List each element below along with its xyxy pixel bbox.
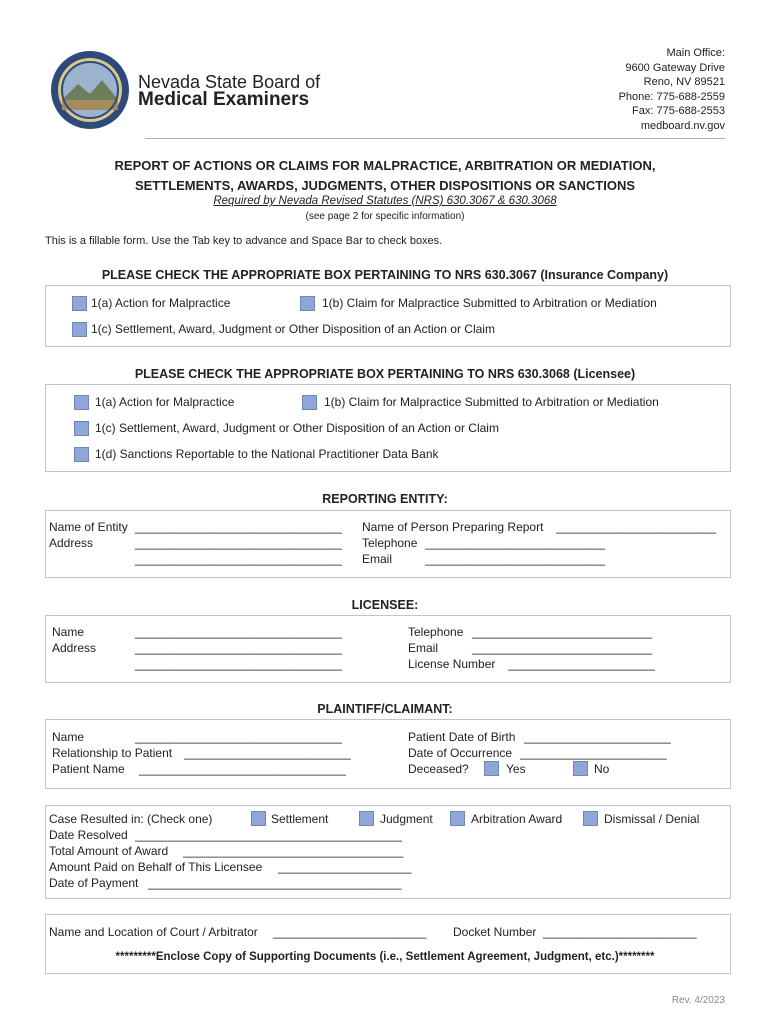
licensee-address-label: Address [52, 641, 97, 655]
licensee-1a-checkbox[interactable] [74, 395, 89, 410]
entity-telephone-label: Telephone [362, 536, 418, 550]
licensee-1d-label: 1(d) Sanctions Reportable to the National Practitioner Data Bank [95, 447, 439, 461]
preparer-name-label: Name of Person Preparing Report [362, 520, 544, 534]
revision-date: Rev. 4/2023 [671, 995, 725, 1006]
licensee-check-section-heading: PLEASE CHECK THE APPROPRIATE BOX PERTAINING TO NRS 630.3068 (Licensee) [134, 367, 636, 381]
enclose-documents-note: *********Enclose Copy of Supporting Documents (i.e., Settlement Agreement, Judgment, etc.)******** [115, 951, 655, 963]
licensee-name-label: Name [52, 625, 85, 639]
patient-name-label: Patient Name [52, 762, 125, 776]
insurance-checkbox-panel [45, 285, 731, 347]
insurance-1c-checkbox[interactable] [72, 322, 87, 337]
form-statute-reference: Required by Nevada Revised Statutes (NRS) 630.3067 & 630.3068 [213, 195, 557, 207]
arbitration-award-label: Arbitration Award [471, 812, 563, 826]
entity-name-field[interactable]: _______________________________ [135, 520, 342, 534]
licensee-heading: LICENSEE: [351, 598, 419, 612]
settlement-checkbox[interactable] [251, 811, 266, 826]
entity-address-field-2[interactable]: _______________________________ [135, 552, 342, 566]
deceased-no-label: No [594, 762, 610, 776]
office-website: medboard.nv.gov [640, 119, 725, 132]
case-resulted-label: Case Resulted in: (Check one) [49, 812, 213, 826]
court-name-field[interactable]: _______________________ [273, 925, 427, 939]
insurance-1b-checkbox[interactable] [300, 296, 315, 311]
insurance-1c-label: 1(c) Settlement, Award, Judgment or Other Disposition of an Action or Claim [91, 322, 495, 336]
date-of-payment-label: Date of Payment [49, 876, 139, 890]
deceased-yes-checkbox[interactable] [484, 761, 499, 776]
insurance-1b-label: 1(b) Claim for Malpractice Submitted to Arbitration or Mediation [322, 296, 657, 310]
licensee-1a-label: 1(a) Action for Malpractice [95, 395, 235, 409]
amount-paid-field[interactable]: ____________________ [278, 860, 412, 874]
form-title-line2: SETTLEMENTS, AWARDS, JUDGMENTS, OTHER DISPOSITIONS OR SANCTIONS [134, 178, 636, 193]
date-of-occurrence-label: Date of Occurrence [408, 746, 513, 760]
fillable-note: This is a fillable form. Use the Tab key to advance and Space Bar to check boxes. [45, 235, 443, 247]
licensee-telephone-label: Telephone [408, 625, 464, 639]
office-phone: Phone: 775-688-2559 [618, 90, 725, 103]
date-of-payment-field[interactable]: ______________________________________ [148, 876, 402, 890]
licensee-address-field-2[interactable]: _______________________________ [135, 657, 342, 671]
licensee-1c-checkbox[interactable] [74, 421, 89, 436]
preparer-name-field[interactable]: ________________________ [556, 520, 717, 534]
relationship-label: Relationship to Patient [52, 746, 173, 760]
entity-name-label: Name of Entity [49, 520, 128, 534]
licensee-telephone-field[interactable]: ___________________________ [472, 625, 653, 639]
insurance-1a-label: 1(a) Action for Malpractice [91, 296, 231, 310]
judgment-label: Judgment [380, 812, 433, 826]
licensee-1b-label: 1(b) Claim for Malpractice Submitted to Arbitration or Mediation [324, 395, 659, 409]
license-number-label: License Number [408, 657, 496, 671]
licensee-name-field[interactable]: _______________________________ [135, 625, 342, 639]
office-city: Reno, NV 89521 [643, 76, 725, 89]
reporting-entity-heading: REPORTING ENTITY: [322, 492, 448, 506]
form-see-page-note: (see page 2 for specific information) [305, 211, 465, 222]
total-amount-field[interactable]: _________________________________ [183, 844, 404, 858]
entity-telephone-field[interactable]: ___________________________ [425, 536, 606, 550]
date-resolved-label: Date Resolved [49, 828, 128, 842]
insurance-1a-checkbox[interactable] [72, 296, 87, 311]
docket-number-label: Docket Number [453, 925, 537, 939]
license-number-field[interactable]: ______________________ [508, 657, 655, 671]
office-label: Main Office: [666, 47, 725, 59]
date-of-occurrence-field[interactable]: ______________________ [520, 746, 667, 760]
licensee-1d-checkbox[interactable] [74, 447, 89, 462]
arbitration-award-checkbox[interactable] [450, 811, 465, 826]
dismissal-checkbox[interactable] [583, 811, 598, 826]
deceased-yes-label: Yes [506, 762, 526, 776]
deceased-label: Deceased? [408, 762, 469, 776]
form-title-line1: REPORT OF ACTIONS OR CLAIMS FOR MALPRACTICE, ARBITRATION OR MEDIATION, [114, 158, 656, 173]
patient-dob-field[interactable]: ______________________ [524, 730, 671, 744]
licensee-address-field-1[interactable]: _______________________________ [135, 641, 342, 655]
licensee-1b-checkbox[interactable] [302, 395, 317, 410]
court-name-label: Name and Location of Court / Arbitrator [49, 925, 258, 939]
entity-address-field-1[interactable]: _______________________________ [135, 536, 342, 550]
plaintiff-name-label: Name [52, 730, 85, 744]
dismissal-label: Dismissal / Denial [604, 812, 700, 826]
insurance-section-heading: PLEASE CHECK THE APPROPRIATE BOX PERTAINING TO NRS 630.3067 (Insurance Company) [101, 268, 669, 282]
office-address [619, 46, 725, 134]
patient-dob-label: Patient Date of Birth [408, 730, 516, 744]
relationship-field[interactable]: _________________________ [184, 746, 351, 760]
org-name-line2: Medical Examiners [138, 89, 310, 110]
entity-email-field[interactable]: ___________________________ [425, 552, 606, 566]
court-panel [45, 914, 731, 974]
org-name-line1: Nevada State Board of [138, 72, 321, 92]
licensee-1c-label: 1(c) Settlement, Award, Judgment or Other Disposition of an Action or Claim [95, 421, 499, 435]
patient-name-field[interactable]: _______________________________ [139, 762, 346, 776]
licensee-email-field[interactable]: ___________________________ [472, 641, 653, 655]
settlement-label: Settlement [271, 812, 329, 826]
state-seal-logo [50, 50, 130, 130]
amount-paid-label: Amount Paid on Behalf of This Licensee [49, 860, 263, 874]
entity-email-label: Email [362, 552, 393, 566]
deceased-no-checkbox[interactable] [573, 761, 588, 776]
date-resolved-field[interactable]: ________________________________________ [135, 828, 402, 842]
licensee-email-label: Email [408, 641, 439, 655]
plaintiff-heading: PLAINTIFF/CLAIMANT: [317, 702, 453, 716]
entity-address-label: Address [49, 536, 94, 550]
docket-number-field[interactable]: _______________________ [543, 925, 697, 939]
judgment-checkbox[interactable] [359, 811, 374, 826]
office-street: 9600 Gateway Drive [625, 61, 725, 74]
total-amount-label: Total Amount of Award [49, 844, 169, 858]
office-fax: Fax: 775-688-2553 [632, 105, 725, 118]
plaintiff-name-field[interactable]: _______________________________ [135, 730, 342, 744]
header-rule [145, 138, 725, 139]
